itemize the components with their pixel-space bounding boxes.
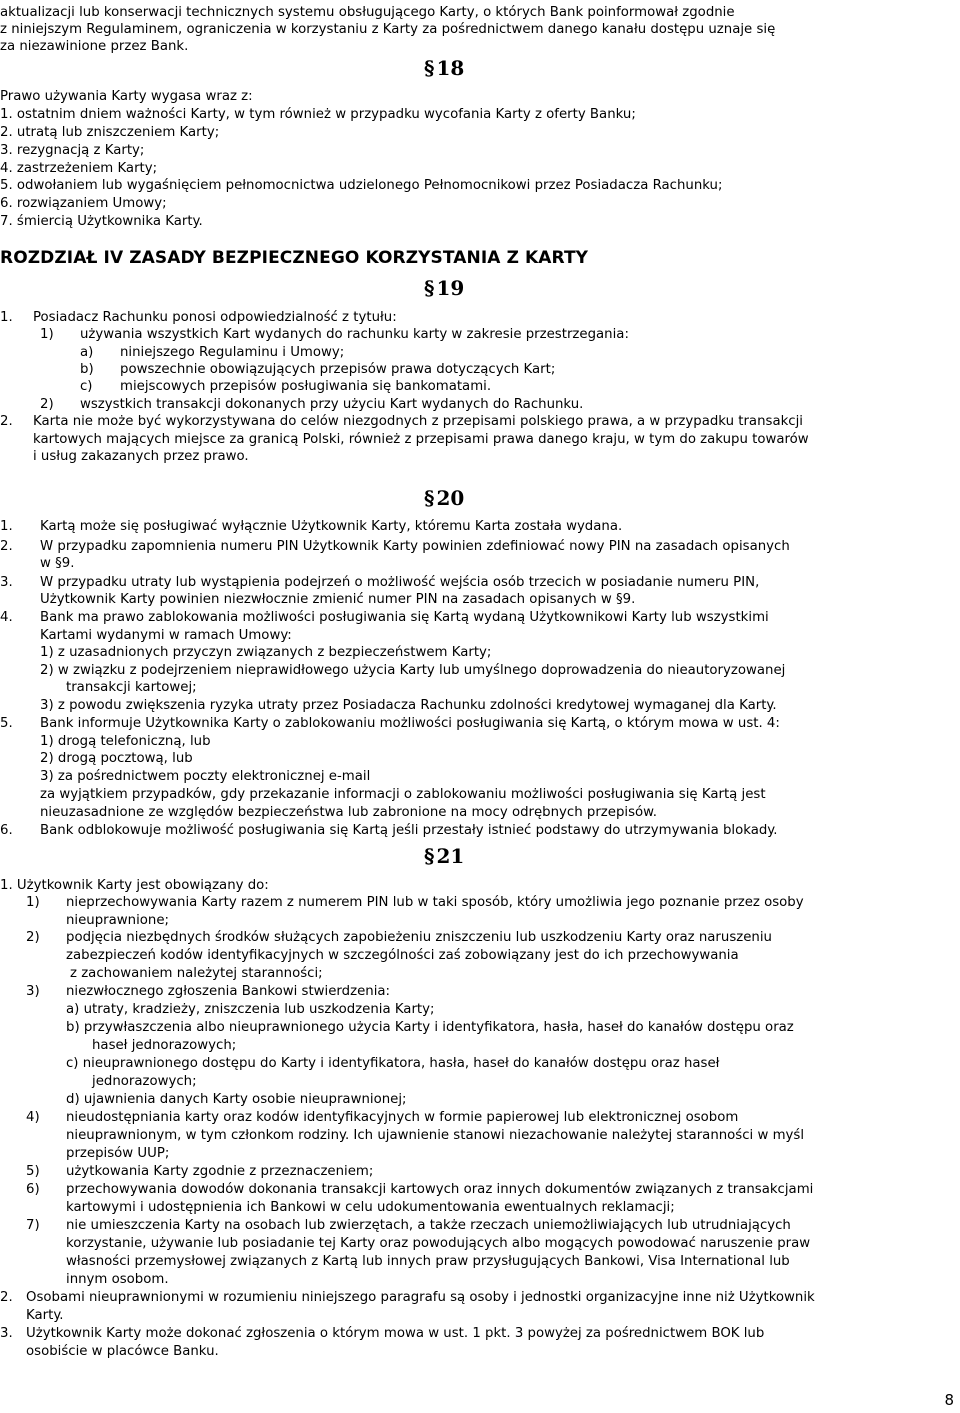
s20-p3-line-1: W przypadku utraty lub wystąpienia podejrzeń o możliwość wejścia osób trzecich w posiadanie numeru PIN, — [40, 575, 760, 590]
s20-p3-num: 3. — [0, 575, 13, 590]
s18-item-4: 4. zastrzeżeniem Karty; — [0, 161, 158, 176]
s21-i2-num: 2) — [26, 930, 40, 945]
s18-item-1: 1. ostatnim dniem ważności Karty, w tym również w przypadku wycofania Karty z oferty Banku; — [0, 107, 636, 122]
s19-p2-line-2: kartowych mających miejsce za granicą Polski, również z przepisami prawa danego kraju, w tym do zakupu towarów — [33, 432, 809, 447]
s21-i7-line-3: własności przemysłowej związanych z Kartą lub innych praw przysługujących Bankowi, Visa International lub — [66, 1254, 790, 1269]
s19-c-text: miejscowych przepisów posługiwania się bankomatami. — [120, 379, 492, 394]
section-number: 18 — [436, 56, 465, 80]
s21-p2-num: 2. — [0, 1290, 13, 1305]
s21-i2-line-2: zabezpieczeń kodów identyfikacyjnych w szczególności zaś zobowiązany jest do ich przechowywania — [66, 948, 739, 963]
page-number: 8 — [944, 1391, 954, 1409]
s21-i2-line-1: podjęcia niezbędnych środków służących zapobieżeniu zniszczeniu lub uszkodzeniu Karty oraz naruszeniu — [66, 930, 772, 945]
s21-lead: 1. Użytkownik Karty jest obowiązany do: — [0, 878, 269, 893]
section-symbol: § — [424, 56, 435, 80]
intro-line-1: aktualizacji lub konserwacji technicznych systemu obsługującego Karty, o których Bank poinformował zgodnie — [0, 5, 735, 20]
s21-i3-c-2: jednorazowych; — [92, 1074, 197, 1089]
s19-sub1-text: używania wszystkich Kart wydanych do rachunku karty w zakresie przestrzegania: — [80, 327, 629, 342]
s20-p5-num: 5. — [0, 716, 13, 731]
section-21-heading — [424, 844, 465, 868]
s21-i7-line-2: korzystanie, używanie lub posiadanie tej Karty oraz powodujących albo mogących powodować naruszenie praw — [66, 1236, 811, 1251]
s19-b-text: powszechnie obowiązujących przepisów prawa dotyczących Kart; — [120, 362, 556, 377]
section-20-heading — [424, 486, 465, 510]
s21-i2-line-3: z zachowaniem należytej staranności; — [70, 966, 323, 981]
s21-p3-num: 3. — [0, 1326, 13, 1341]
s18-item-5: 5. odwołaniem lub wygaśnięciem pełnomocnictwa udzielonego Pełnomocnikowi przez Posiadacza Rachunku; — [0, 178, 723, 193]
s19-p2-num: 2. — [0, 414, 13, 429]
s20-p6-num: 6. — [0, 823, 13, 838]
s20-p5: Bank informuje Użytkownika Karty o zablokowaniu możliwości posługiwania się Kartą, o którym mowa w ust. 4: — [40, 716, 780, 731]
s20-p6: Bank odblokowuje możliwość posługiwania się Kartą jeśli przestały istnieć podstawy do utrzymywania blokady. — [40, 823, 778, 838]
s18-item-6: 6. rozwiązaniem Umowy; — [0, 196, 167, 211]
s21-i3: niezwłocznego zgłoszenia Bankowi stwierdzenia: — [66, 984, 391, 999]
s19-p2-line-1: Karta nie może być wykorzystywana do celów niezgodnych z przepisami polskiego prawa, a w przypadku transakcji — [33, 414, 803, 429]
s20-p4-line-2: Kartami wydanymi w ramach Umowy: — [40, 628, 292, 643]
s18-item-7: 7. śmiercią Użytkownika Karty. — [0, 214, 203, 229]
s21-i6-num: 6) — [26, 1182, 40, 1197]
section-18-heading — [424, 56, 465, 80]
section-number: 20 — [436, 486, 465, 510]
s20-p5-tail-1: za wyjątkiem przypadków, gdy przekazanie informacji o zablokowaniu możliwości posługiwania się Kartą jest — [40, 787, 766, 802]
s21-p2-line-1: Osobami nieuprawnionymi w rozumieniu niniejszego paragrafu są osoby i jednostki organizacyjne inne niż Użytkownik — [26, 1290, 815, 1305]
s20-p5-item-2: 2) drogą pocztową, lub — [40, 751, 193, 766]
s19-p1-num: 1. — [0, 310, 13, 325]
s21-i3-b-2: haseł jednorazowych; — [92, 1038, 237, 1053]
s20-p2-line-1: W przypadku zapomnienia numeru PIN Użytkownik Karty powinien zdefiniować nowy PIN na zasadach opisanych — [40, 539, 790, 554]
s21-p3-line-1: Użytkownik Karty może dokonać zgłoszenia o którym mowa w ust. 1 pkt. 3 powyżej za pośrednictwem BOK lub — [26, 1326, 765, 1341]
s20-p2-num: 2. — [0, 539, 13, 554]
s18-lead: Prawo używania Karty wygasa wraz z: — [0, 89, 253, 104]
s21-i7-num: 7) — [26, 1218, 40, 1233]
intro-line-2: z niniejszym Regulaminem, ograniczenia w korzystaniu z Karty za pośrednictwem danego kanału dostępu uznaje się — [0, 22, 776, 37]
s20-p5-item-1: 1) drogą telefoniczną, lub — [40, 734, 211, 749]
s21-i1-num: 1) — [26, 895, 40, 910]
s19-sub1-num: 1) — [40, 327, 54, 342]
s20-p4-item-2: 2) w związku z podejrzeniem nieprawidłowego użycia Karty lub umyślnego doprowadzenia do nieautoryzowanej — [40, 663, 786, 678]
s21-i5: użytkowania Karty zgodnie z przeznaczeniem; — [66, 1164, 374, 1179]
s21-i4-line-1: nieudostępniania karty oraz kodów identyfikacyjnych w formie papierowej lub elektronicznej osobom — [66, 1110, 739, 1125]
s20-p4-num: 4. — [0, 610, 13, 625]
s19-sub2-num: 2) — [40, 397, 54, 412]
s20-p5-tail-2: nieuzasadnione ze względów bezpieczeństwa lub zabronione na mocy odrębnych przepisów. — [40, 805, 658, 820]
s20-p4-item-3: 3) z powodu zwiększenia ryzyka utraty przez Posiadacza Rachunku zdolności kredytowej wymaganej dla Karty. — [40, 698, 777, 713]
section-symbol: § — [424, 844, 435, 868]
s21-i6-line-2: kartowymi i udostępnienia ich Bankowi w celu udokumentowania ewentualnych reklamacji; — [66, 1200, 675, 1215]
s19-a-text: niniejszego Regulaminu i Umowy; — [120, 345, 345, 360]
intro-line-3: za niezawinione przez Bank. — [0, 39, 189, 54]
s20-p4-item-2-cont: transakcji kartowej; — [66, 680, 197, 695]
section-symbol: § — [424, 276, 435, 300]
s21-i4-line-2: nieuprawnionym, w tym członkom rodziny. Ich ujawnienie stanowi niezachowanie należytej staranności w myśl — [66, 1128, 805, 1143]
s19-p2-line-3: i usług zakazanych przez prawo. — [33, 449, 249, 464]
s19-b-num: b) — [80, 362, 94, 377]
section-number: 21 — [436, 844, 465, 868]
s21-p2-line-2: Karty. — [26, 1308, 64, 1323]
s20-p2-line-2: w §9. — [40, 556, 75, 571]
s20-p4-item-1: 1) z uzasadnionych przyczyn związanych z bezpieczeństwem Karty; — [40, 645, 492, 660]
s20-p1: Kartą może się posługiwać wyłącznie Użytkownik Karty, któremu Karta została wydana. — [40, 519, 623, 534]
s21-i3-c-1: c) nieuprawnionego dostępu do Karty i identyfikatora, hasła, haseł do kanałów dostępu oraz haseł — [66, 1056, 720, 1071]
s21-i5-num: 5) — [26, 1164, 40, 1179]
s19-c-num: c) — [80, 379, 93, 394]
s20-p3-line-2: Użytkownik Karty powinien niezwłocznie zmienić numer PIN na zasadach opisanych w §9. — [40, 592, 636, 607]
s21-i3-a: a) utraty, kradzieży, zniszczenia lub uszkodzenia Karty; — [66, 1002, 435, 1017]
s20-p1-num: 1. — [0, 519, 13, 534]
s18-item-2: 2. utratą lub zniszczeniem Karty; — [0, 125, 220, 140]
s21-i6-line-1: przechowywania dowodów dokonania transakcji kartowych oraz innych dokumentów związanych z transakcjami — [66, 1182, 814, 1197]
s21-p3-line-2: osobiście w placówce Banku. — [26, 1344, 219, 1359]
s21-i1-line-2: nieuprawnione; — [66, 913, 170, 928]
s19-sub2-text: wszystkich transakcji dokonanych przy użyciu Kart wydanych do Rachunku. — [80, 397, 584, 412]
s21-i3-d: d) ujawnienia danych Karty osobie nieuprawnionej; — [66, 1092, 407, 1107]
s20-p4-line-1: Bank ma prawo zablokowania możliwości posługiwania się Kartą wydaną Użytkownikowi Karty lub wszystkimi — [40, 610, 769, 625]
s21-i4-num: 4) — [26, 1110, 40, 1125]
s21-i4-line-3: przepisów UUP; — [66, 1146, 170, 1161]
s18-item-3: 3. rezygnacją z Karty; — [0, 143, 145, 158]
chapter-title: ROZDZIAŁ IV ZASADY BEZPIECZNEGO KORZYSTANIA Z KARTY — [0, 248, 589, 268]
section-19-heading — [424, 276, 465, 300]
s21-i3-num: 3) — [26, 984, 40, 999]
s21-i1-line-1: nieprzechowywania Karty razem z numerem PIN lub w taki sposób, który umożliwia jego poznanie przez osoby — [66, 895, 804, 910]
s21-i7-line-4: innym osobom. — [66, 1272, 169, 1287]
s21-i7-line-1: nie umieszczenia Karty na osobach lub zwierzętach, a także rzeczach uniemożliwiających lub utrudniających — [66, 1218, 791, 1233]
section-symbol: § — [424, 486, 435, 510]
s20-p5-item-3: 3) za pośrednictwem poczty elektronicznej e-mail — [40, 769, 371, 784]
s19-a-num: a) — [80, 345, 94, 360]
s19-p1-text: Posiadacz Rachunku ponosi odpowiedzialność z tytułu: — [33, 310, 397, 325]
section-number: 19 — [436, 276, 465, 300]
s21-i3-b-1: b) przywłaszczenia albo nieuprawnionego użycia Karty i identyfikatora, hasła, haseł do kanałów dostępu oraz — [66, 1020, 794, 1035]
